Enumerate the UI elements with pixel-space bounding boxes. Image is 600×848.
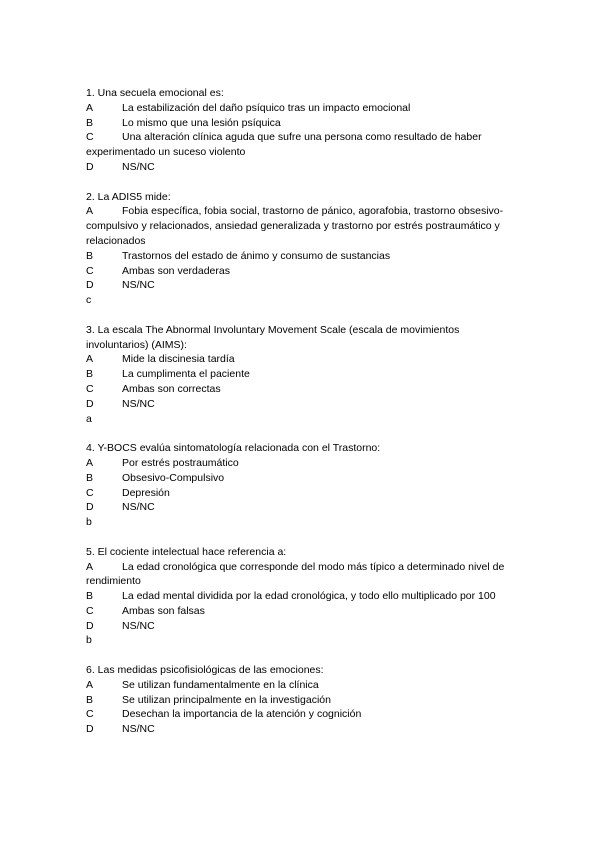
option-letter: B [86,693,94,706]
answer-key: b [86,634,92,647]
question-title: 4. Y-BOCS evalúa sintomatología relacionada con el Trastorno: [86,442,381,455]
option-text: Obsesivo-Compulsivo [122,471,225,484]
option-d [86,278,516,293]
option-text: Trastornos del estado de ánimo y consumo de sustancias [122,249,391,262]
answer-key: b [86,516,92,529]
option-letter: C [86,604,94,617]
option-b [86,116,516,131]
option-text: NS/NC [122,160,155,173]
option-letter: D [86,723,94,736]
option-c [86,486,516,501]
question-title: 3. La escala The Abnormal Involuntary Movement Scale (escala de movimientos involuntarios) (AIMS): [86,323,460,351]
option-letter: D [86,501,94,514]
option-c [86,130,516,160]
question-title: 5. El cociente intelectual hace referencia a: [86,545,287,558]
option-c [86,707,516,722]
option-text: Mide la discinesia tardía [122,353,235,366]
option-d [86,500,516,515]
option-text: NS/NC [122,619,155,632]
option-b [86,693,516,708]
option-letter: B [86,116,94,129]
option-letter: D [86,279,94,292]
option-d [86,160,516,175]
option-text: Una alteración clínica aguda que sufre una persona como resultado de haber experimentado un suceso violento [86,131,482,159]
option-letter: D [86,160,94,173]
question-title: 2. La ADIS5 mide: [86,190,171,203]
option-text: NS/NC [122,723,155,736]
option-d [86,619,516,634]
option-letter: A [86,205,94,218]
option-d [86,397,516,412]
option-text: La edad cronológica que corresponde del modo más típico a determinado nivel de rendimiento [86,560,505,588]
question-1 [86,86,516,175]
option-letter: A [86,353,94,366]
option-letter: C [86,486,94,499]
option-letter: C [86,131,94,144]
question-title: 6. Las medidas psicofisiológicas de las emociones: [86,664,324,677]
option-a [86,101,516,116]
option-text: NS/NC [122,397,155,410]
question-4 [86,441,516,530]
option-text: Fobia específica, fobia social, trastorno de pánico, agorafobia, trastorno obsesivo-compulsivo y relacionados, ansiedad generalizada y trastorno por estrés postraumático y relacionados [86,205,504,247]
option-letter: A [86,456,94,469]
option-text: Por estrés postraumático [122,456,239,469]
question-5 [86,545,516,649]
option-a [86,560,516,590]
option-a [86,204,516,248]
option-letter: C [86,382,94,395]
option-text: Ambas son falsas [122,604,205,617]
option-c [86,604,516,619]
option-letter: A [86,678,94,691]
option-d [86,722,516,737]
option-letter: A [86,560,94,573]
option-c [86,382,516,397]
option-letter: C [86,264,94,277]
option-text: Desechan la importancia de la atención y cognición [122,708,362,721]
option-text: Ambas son correctas [122,382,221,395]
option-text: La cumplimenta el paciente [122,368,250,381]
option-letter: B [86,471,94,484]
option-c [86,264,516,279]
option-text: Ambas son verdaderas [122,264,230,277]
option-a [86,456,516,471]
option-text: Depresión [122,486,170,499]
option-letter: A [86,101,94,114]
option-letter: B [86,249,94,262]
question-title: 1. Una secuela emocional es: [86,87,224,99]
option-text: Se utilizan fundamentalmente en la clínica [122,678,319,691]
question-6 [86,663,516,737]
option-letter: B [86,590,94,603]
option-text: NS/NC [122,501,155,514]
question-3 [86,323,516,427]
option-b [86,249,516,264]
option-a [86,352,516,367]
option-text: La estabilización del daño psíquico tras un impacto emocional [122,101,411,114]
option-letter: C [86,708,94,721]
question-2 [86,190,516,308]
question-list [86,86,516,737]
option-letter: B [86,368,94,381]
option-text: La edad mental dividida por la edad cronológica, y todo ello multiplicado por 100 [122,590,496,603]
option-text: NS/NC [122,279,155,292]
option-a [86,678,516,693]
option-letter: D [86,619,94,632]
option-b [86,367,516,382]
option-letter: D [86,397,94,410]
option-b [86,471,516,486]
answer-key: a [86,412,92,425]
answer-key: c [86,294,92,307]
option-text: Lo mismo que una lesión psíquica [122,116,281,129]
option-b [86,589,516,604]
option-text: Se utilizan principalmente en la investigación [122,693,331,706]
